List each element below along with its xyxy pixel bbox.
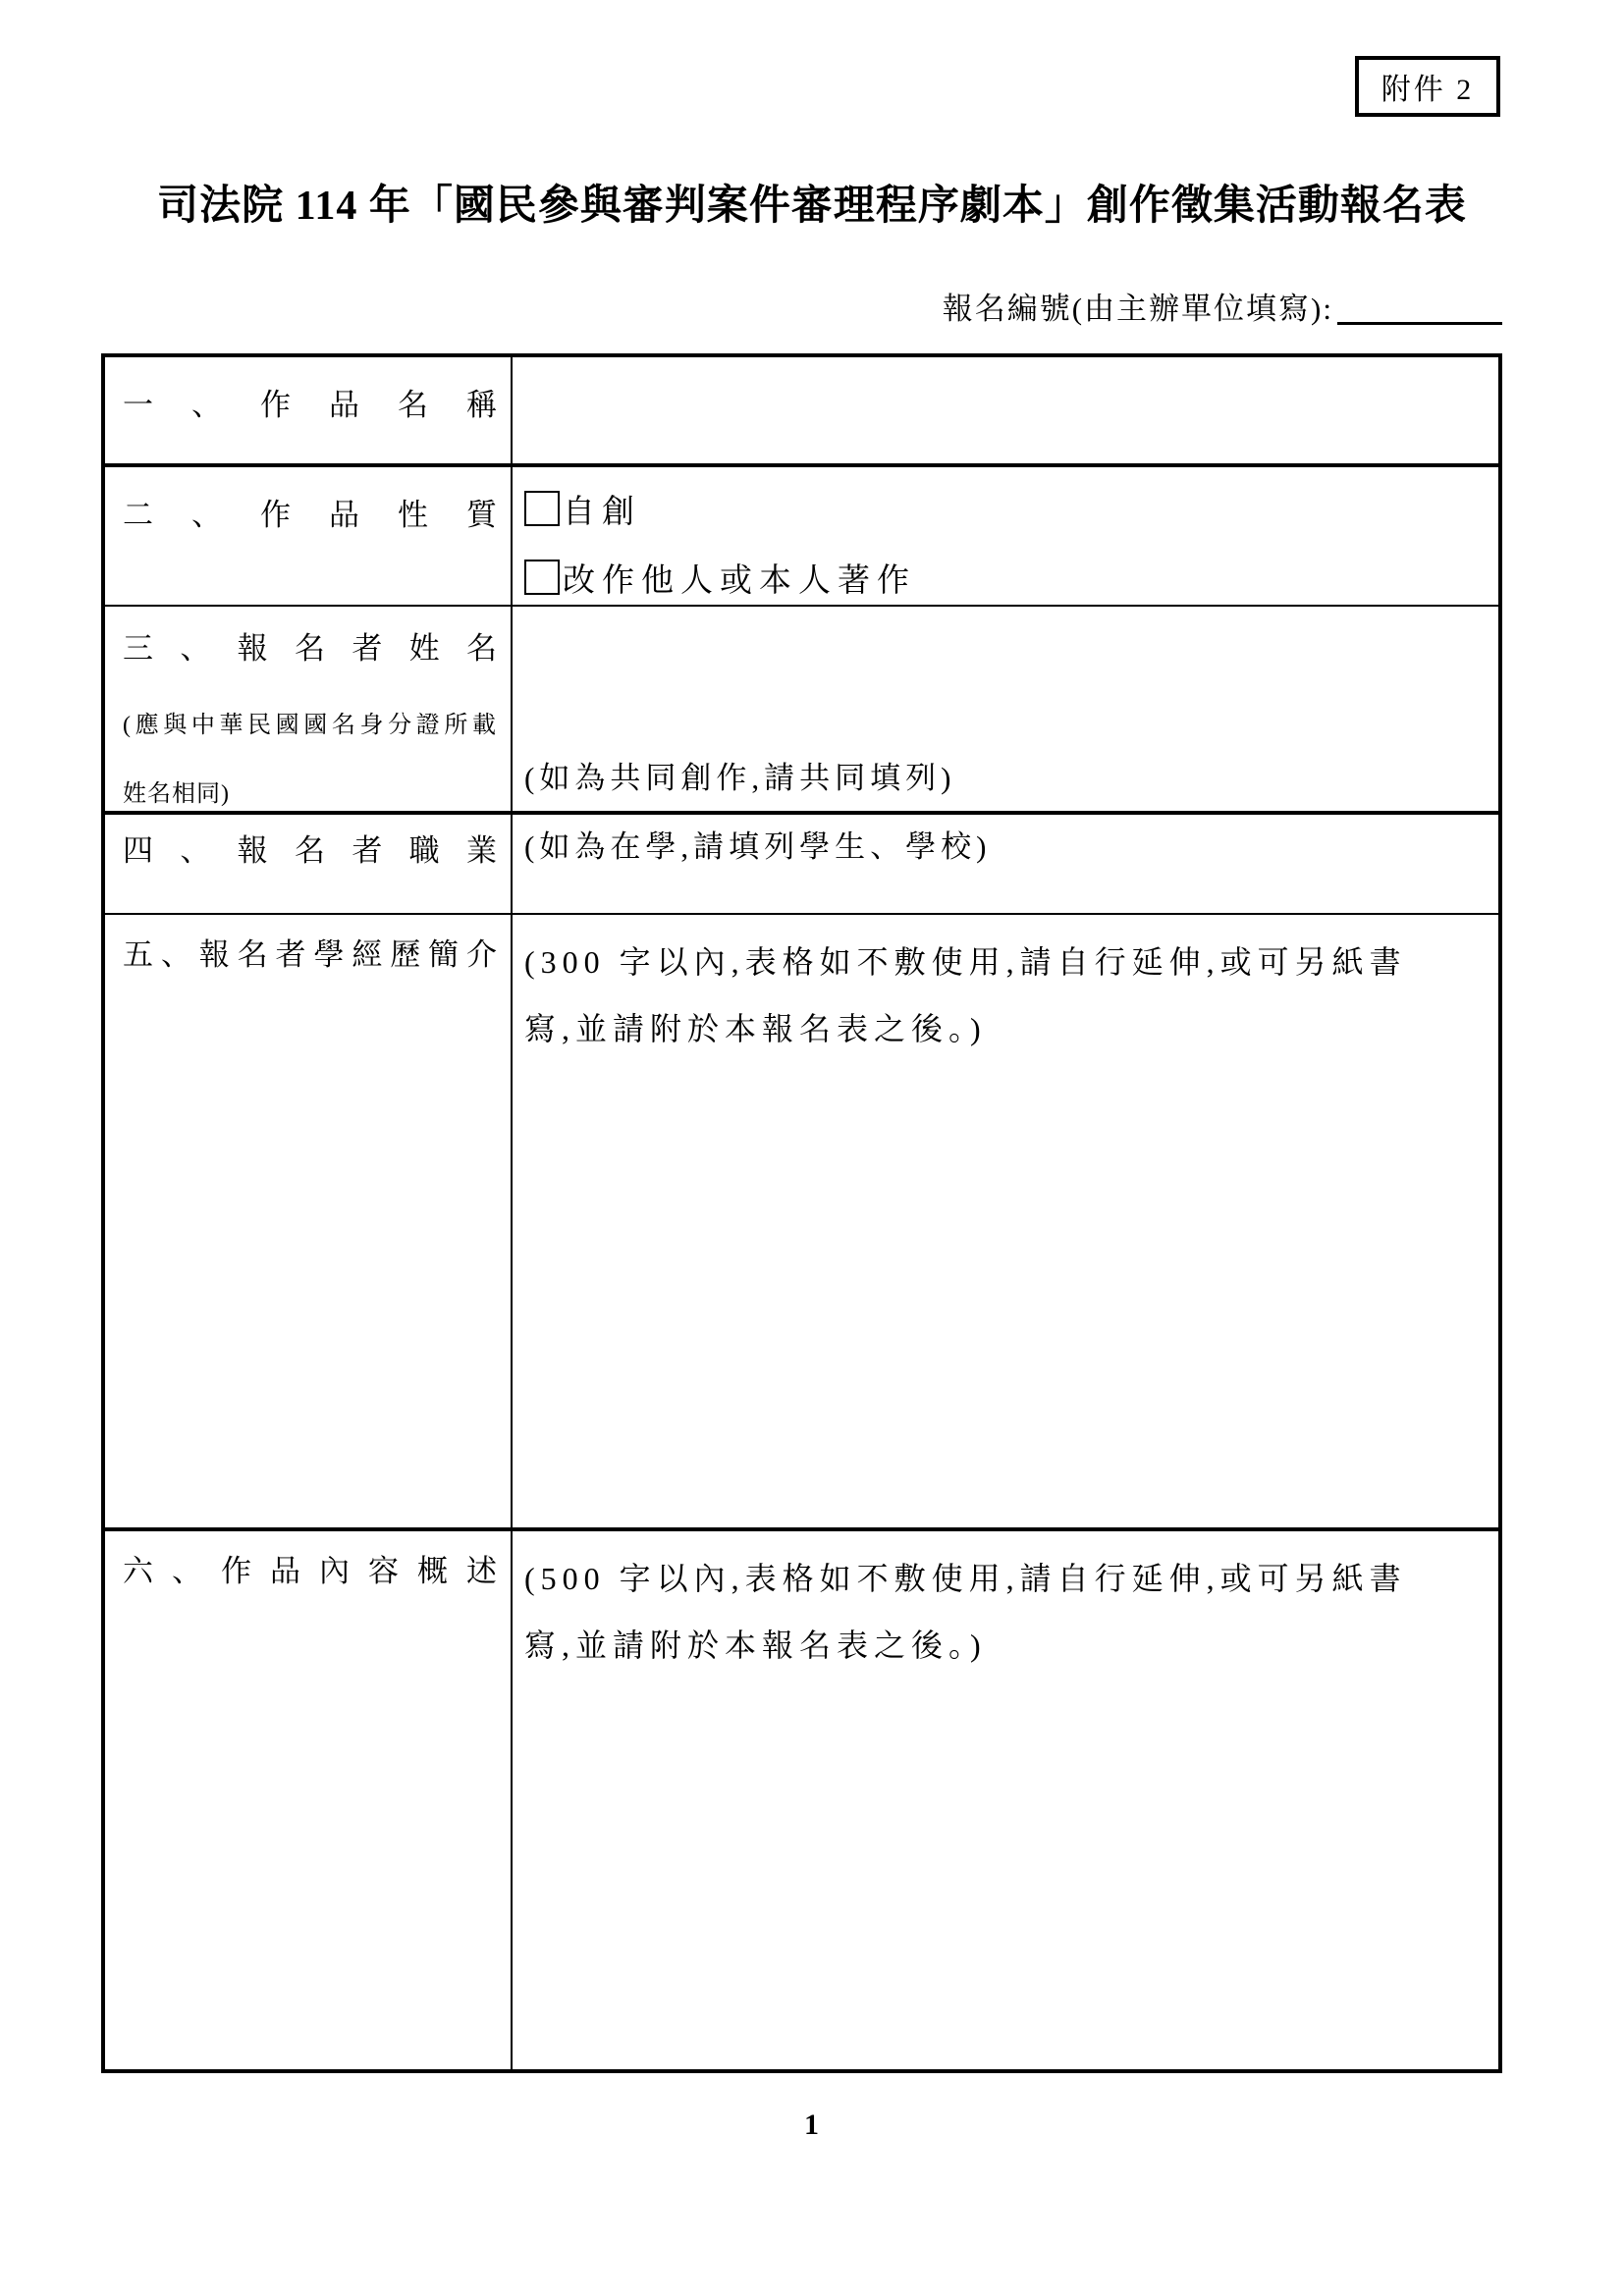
synopsis-hint: (500 字以內,表格如不敷使用,請自行延伸,或可另紙書寫,並請附於本報名表之後。) <box>524 1561 1407 1663</box>
application-table <box>101 353 1502 2073</box>
option-self-created <box>524 491 1489 534</box>
occupation-label: 四、報名者職業 <box>103 813 512 914</box>
checkbox-self-created[interactable] <box>524 491 560 526</box>
row-synopsis <box>103 1529 1500 2071</box>
synopsis-input-cell[interactable] <box>512 1529 1500 2071</box>
row-occupation <box>103 813 1500 914</box>
row-applicant-name <box>103 606 1500 813</box>
applicant-name-input-cell[interactable] <box>512 606 1500 813</box>
work-title-input-cell[interactable] <box>512 355 1500 465</box>
applicant-name-note-line1: (應與中華民國國名身分證所載 <box>123 713 497 738</box>
registration-number-blank[interactable] <box>1337 289 1502 325</box>
checkbox-adaptation[interactable] <box>524 560 560 595</box>
row-bio <box>103 914 1500 1529</box>
attachment-box <box>1355 56 1500 117</box>
option-label-self-created: 自創 <box>563 495 641 530</box>
applicant-name-label: 三、報名者姓名 <box>123 631 497 666</box>
attachment-label: 附件 2 <box>1380 74 1475 106</box>
row-work-nature <box>103 465 1500 606</box>
page-number: 1 <box>804 2109 820 2141</box>
bio-hint: (300 字以內,表格如不敷使用,請自行延伸,或可另紙書寫,並請附於本報名表之後。) <box>524 944 1407 1046</box>
work-title-label: 一、作品名稱 <box>103 355 512 465</box>
option-label-adaptation: 改作他人或本人著作 <box>563 563 916 599</box>
applicant-name-note-line2: 姓名相同) <box>123 781 230 807</box>
bio-label: 五、報名者學經歷簡介 <box>103 914 512 1529</box>
registration-number-row <box>943 284 1502 328</box>
registration-number-label: 報名編號(由主辦單位填寫): <box>942 292 1333 326</box>
document-title: 司法院 114 年「國民參與審判案件審理程序劇本」創作徵集活動報名表 <box>157 184 1467 229</box>
synopsis-label: 六、作品內容概述 <box>103 1529 512 2071</box>
occupation-input-cell[interactable] <box>512 813 1500 914</box>
work-nature-label: 二、作品性質 <box>103 465 512 606</box>
occupation-hint: (如為在學,請填列學生、學校) <box>524 829 992 864</box>
work-nature-options-cell <box>512 465 1500 606</box>
applicant-name-label-cell <box>103 606 512 813</box>
row-work-title <box>103 355 1500 465</box>
bio-input-cell[interactable] <box>512 914 1500 1529</box>
applicant-name-hint: (如為共同創作,請共同填列) <box>524 761 956 795</box>
option-adaptation <box>524 560 1489 603</box>
